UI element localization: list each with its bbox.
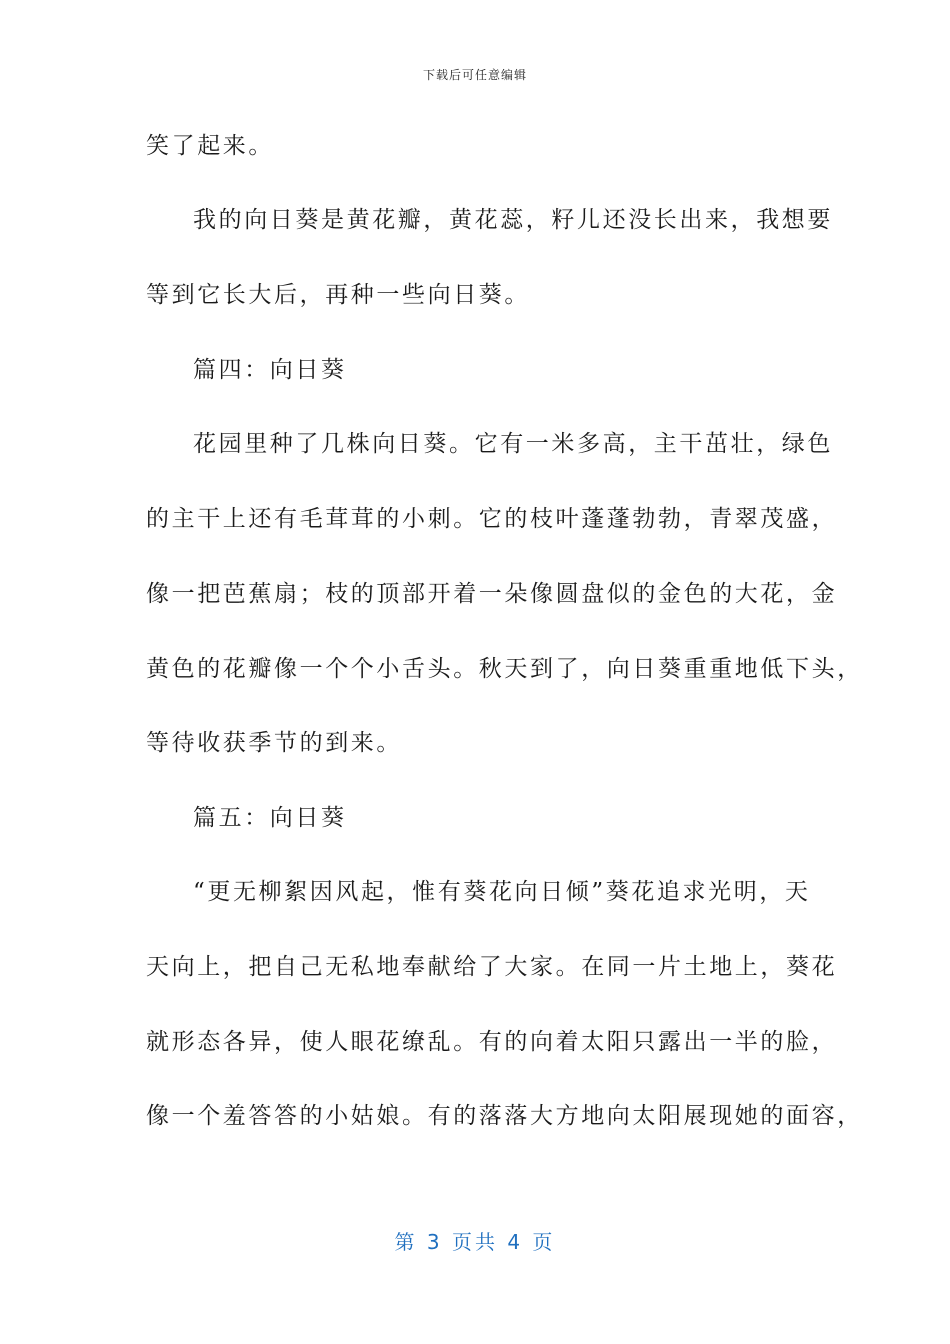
text-line: 等待收获季节的到来。 <box>146 730 402 756</box>
text-line: 我的向日葵是黄花瓣，黄花蕊，籽儿还没长出来，我想要 <box>193 207 833 233</box>
text-line: 天向上，把自己无私地奉献给了大家。在同一片土地上，葵花 <box>146 954 838 980</box>
section-heading: 篇四：向日葵 <box>193 357 347 383</box>
text-line: 就形态各异，使人眼花缭乱。有的向着太阳只露出一半的脸， <box>146 1029 838 1055</box>
text-line: “更无柳絮因风起，惟有葵花向日倾”葵花追求光明，天 <box>193 879 811 905</box>
text-line: 像一个羞答答的小姑娘。有的落落大方地向太阳展现她的面容， <box>146 1103 863 1129</box>
text-line: 黄色的花瓣像一个个小舌头。秋天到了，向日葵重重地低下头， <box>146 656 863 682</box>
text-line: 笑了起来。 <box>146 133 274 159</box>
text-line: 等到它长大后，再种一些向日葵。 <box>146 282 530 308</box>
text-line: 像一把芭蕉扇；枝的顶部开着一朵像圆盘似的金色的大花，金 <box>146 581 838 607</box>
page-number: 第 3 页共 4 页 <box>394 1230 556 1254</box>
page-header: 下载后可任意编辑 <box>422 68 527 82</box>
section-heading: 篇五：向日葵 <box>193 805 347 831</box>
text-line: 花园里种了几株向日葵。它有一米多高，主干茁壮，绿色 <box>193 431 833 457</box>
text-line: 的主干上还有毛茸茸的小刺。它的枝叶蓬蓬勃勃，青翠茂盛， <box>146 506 838 532</box>
